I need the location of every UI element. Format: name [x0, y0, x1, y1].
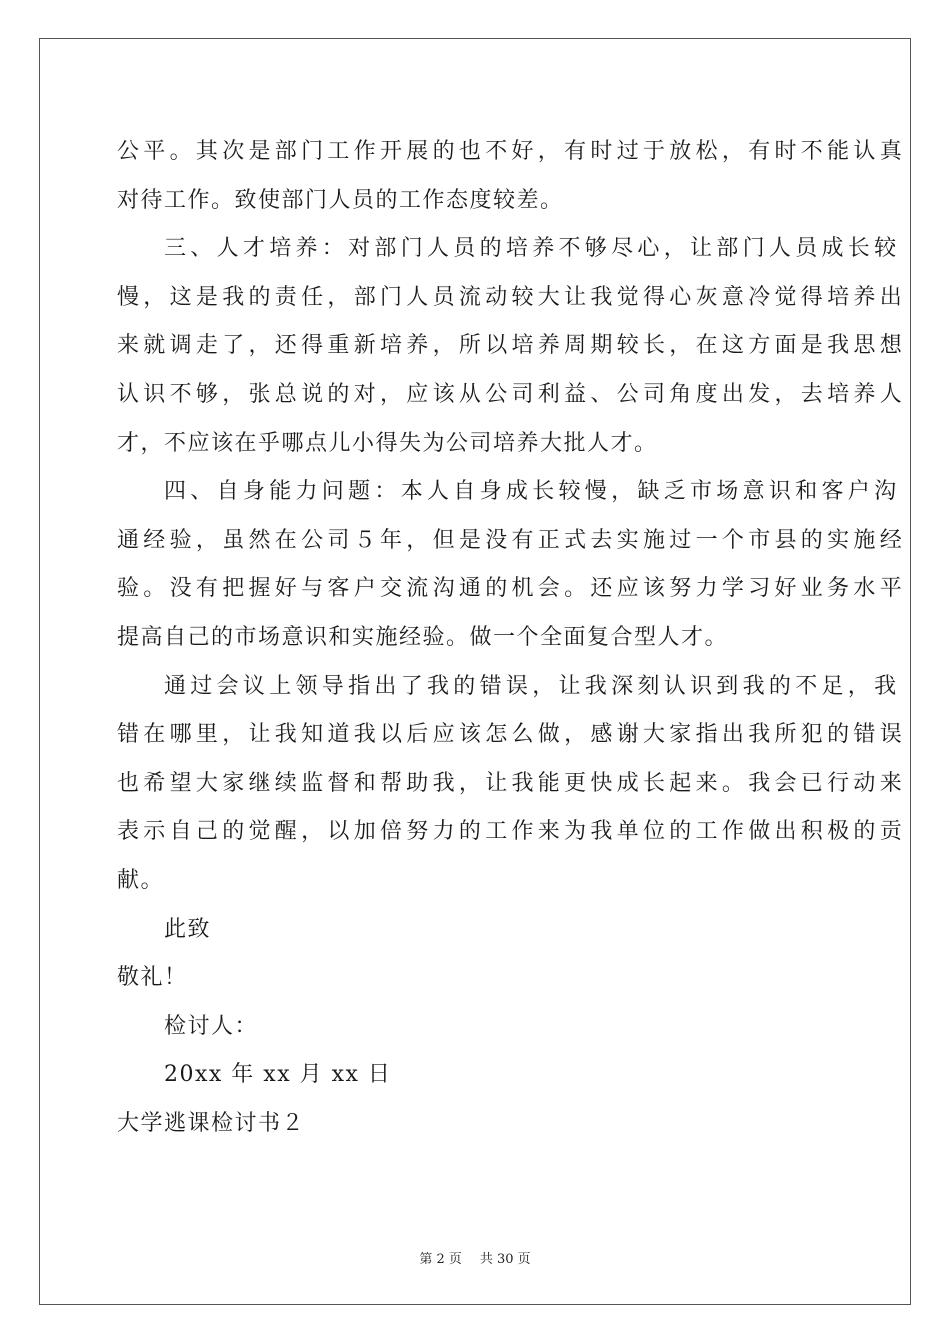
paragraph-line: 通过会议上领导指出了我的错误，让我深刻认识到我的不足，我: [164, 673, 901, 699]
paragraph-line: 献。: [117, 867, 165, 893]
paragraph-line: 四、自身能力问题：本人自身成长较慢，缺乏市场意识和客户沟: [164, 479, 901, 505]
paragraph-line: 错在哪里，让我知道我以后应该怎么做，感谢大家指出我所犯的错误: [117, 722, 907, 748]
paragraph-line: 认识不够，张总说的对，应该从公司利益、公司角度出发，去培养人: [117, 381, 907, 407]
paragraph-line: 对待工作。致使部门人员的工作态度较差。: [117, 187, 564, 213]
page-number: 第 2 页: [419, 1252, 462, 1267]
closing-line: 此致: [164, 916, 212, 942]
paragraph-line: 公平。其次是部门工作开展的也不好，有时过于放松，有时不能认真: [117, 139, 907, 164]
date-line: 20xx 年 xx 月 xx 日: [164, 1062, 392, 1088]
signature-line: 检讨人：: [164, 1013, 259, 1039]
paragraph-line: 通经验，虽然在公司５年，但是没有正式去实施过一个市县的实施经: [117, 527, 907, 553]
paragraph-line: 慢，这是我的责任，部门人员流动较大让我觉得心灰意冷觉得培养出: [117, 284, 907, 310]
paragraph-line: 也希望大家继续监督和帮助我，让我能更快成长起来。我会已行动来: [117, 770, 907, 796]
paragraph-line: 表示自己的觉醒，以加倍努力的工作来为我单位的工作做出积极的贡: [117, 819, 907, 845]
page-total: 共 30 页: [479, 1252, 531, 1267]
paragraph-line: 提高自己的市场意识和实施经验。做一个全面复合型人才。: [117, 624, 729, 650]
page-footer: [0, 1248, 950, 1267]
paragraph-line: 才，不应该在乎哪点儿小得失为公司培养大批人才。: [117, 430, 658, 456]
paragraph-line: 三、人才培养：对部门人员的培养不够尽心，让部门人员成长较: [164, 236, 901, 262]
next-section-title: 大学逃课检讨书２: [117, 1110, 306, 1136]
document-body: [117, 128, 907, 1148]
paragraph-line: 来就调走了，还得重新培养，所以培养周期较长，在这方面是我思想: [117, 333, 907, 359]
salutation-line: 敬礼！: [117, 965, 188, 991]
paragraph-line: 验。没有把握好与客户交流沟通的机会。还应该努力学习好业务水平: [117, 576, 907, 602]
